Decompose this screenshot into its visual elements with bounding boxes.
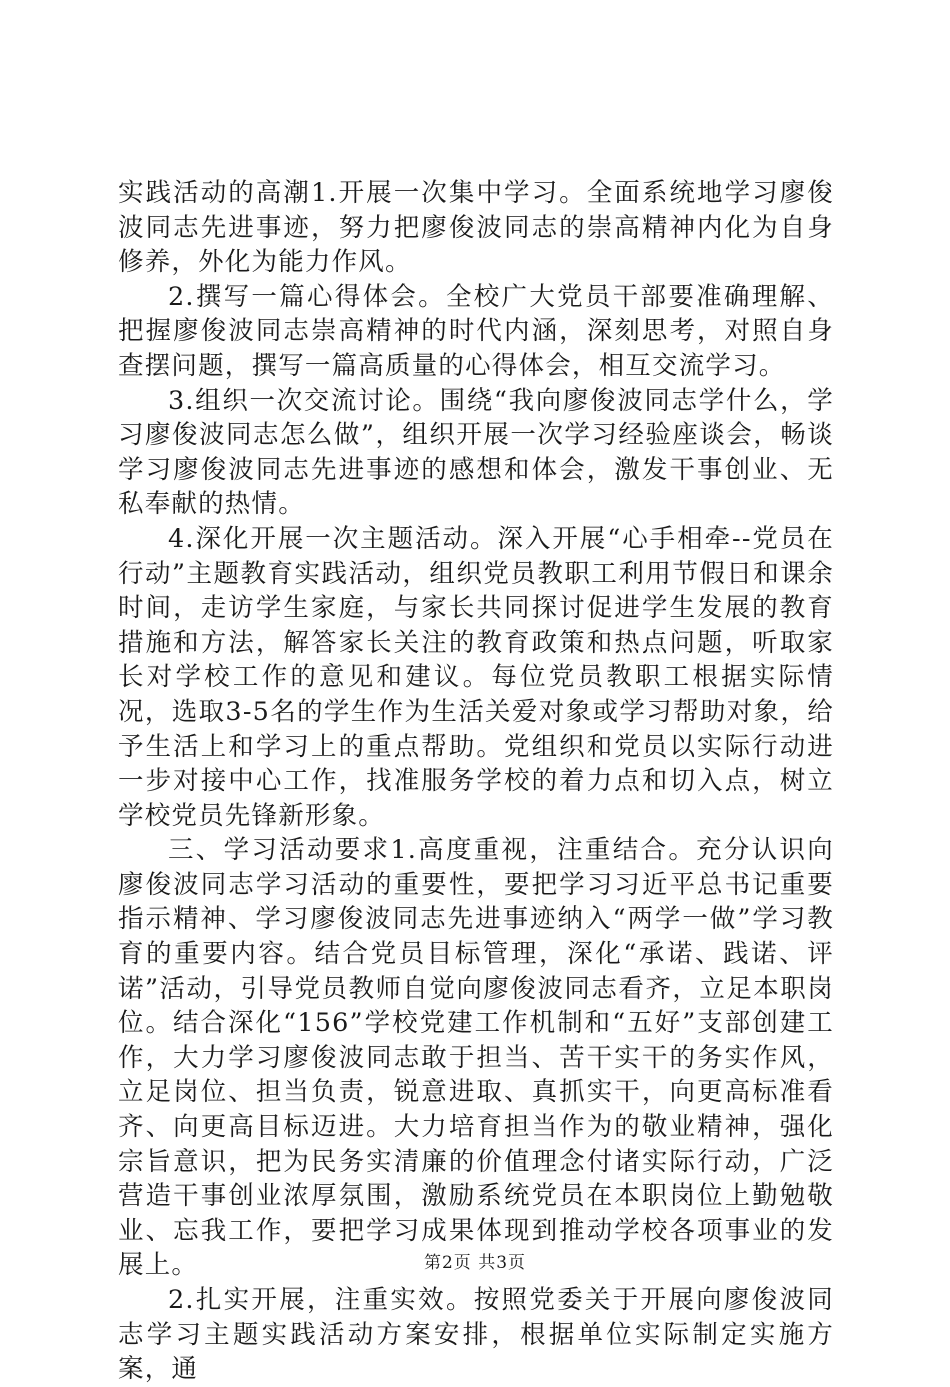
paragraph-6: 2.扎实开展，注重实效。按照党委关于开展向廖俊波同志学习主题实践活动方案安排，根据单位实际制定实施方案，通 (118, 1285, 834, 1385)
page-footer: 第2页 共3页 (423, 1253, 527, 1273)
paragraph-5: 三、学习活动要求1.高度重视，注重结合。充分认识向廖俊波同志学习活动的重要性，要把学习习近平总书记重要指示精神、学习廖俊波同志先进事迹纳入“两学一做”学习教育的重要内容。结合党员目标管理，深化“承诺、践诺、评诺”活动，引导党员教师自觉向廖俊波同志看齐，立足本职岗位。结合深化“156”学校党建工作机制和“五好”支部创建工作，大力学习廖俊波同志敢于担当、苦干实干的务实作风，立足岗位、担当负责，锐意进取、真抓实干，向更高标准看齐、向更高目标迈进。大力培育担当作为的敬业精神，强化宗旨意识，把为民务实清廉的价值理念付诸实际行动，广泛营造干事创业浓厚氛围，激励系统党员在本职岗位上勤勉敬业、忘我工作，要把学习成果体现到推动学校各项事业的发展上。 (118, 835, 834, 1281)
paragraph-3: 3.组织一次交流讨论。围绕“我向廖俊波同志学什么，学习廖俊波同志怎么做”，组织开展一次学习经验座谈会，畅谈学习廖俊波同志先进事迹的感想和体会，激发干事创业、无私奉献的热情。 (118, 385, 834, 520)
paragraph-4: 4.深化开展一次主题活动。深入开展“心手相牵--党员在行动”主题教育实践活动，组织党员教职工利用节假日和课余时间，走访学生家庭，与家长共同探讨促进学生发展的教育措施和方法，解答家长关注的教育政策和热点问题，听取家长对学校工作的意见和建议。每位党员教职工根据实际情况，选取3-5名的学生作为生活关爱对象或学习帮助对象，给予生活上和学习上的重点帮助。党组织和党员以实际行动进一步对接中心工作，找准服务学校的着力点和切入点，树立学校党员先锋新形象。 (118, 523, 834, 831)
paragraph-2: 2.撰写一篇心得体会。全校广大党员干部要准确理解、把握廖俊波同志崇高精神的时代内涵，深刻思考，对照自身查摆问题，撰写一篇高质量的心得体会，相互交流学习。 (118, 281, 834, 381)
document-body (118, 176, 834, 1387)
paragraph-1: 实践活动的高潮1.开展一次集中学习。全面系统地学习廖俊波同志先进事迹，努力把廖俊波同志的崇高精神内化为自身修养，外化为能力作风。 (118, 178, 834, 278)
